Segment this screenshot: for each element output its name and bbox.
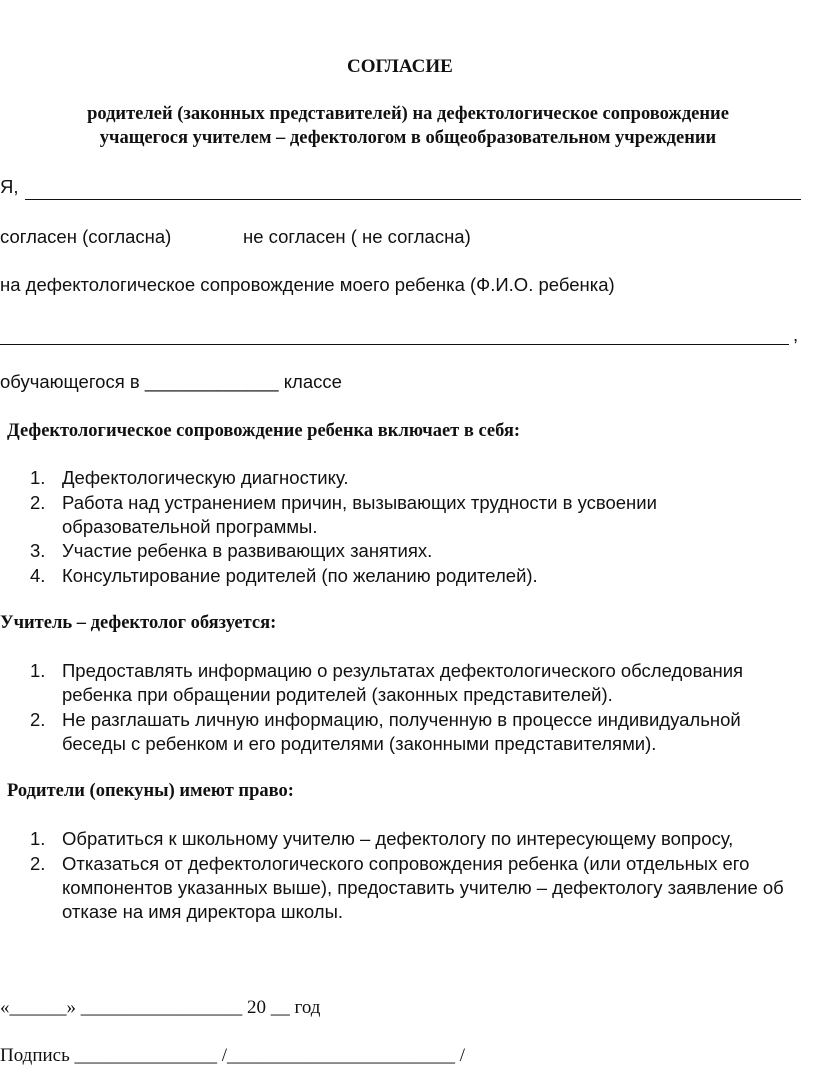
section-heading-teacher: Учитель – дефектолог обязуется: — [0, 613, 277, 633]
list-item-text: Работа над устранением причин, вызывающих трудности в усвоении — [62, 492, 657, 513]
child-name-line — [0, 344, 789, 345]
list-item-number: 3. — [30, 540, 46, 561]
list-item-number: 2. — [30, 853, 46, 874]
section-heading-parents: Родители (опекуны) имеют право: — [7, 781, 294, 801]
list-item-text-continued: беседы с ребенком и его родителями (законными представителями). — [62, 733, 657, 754]
child-name-comma: , — [793, 324, 799, 345]
list-item-text-continued: образовательной программы. — [62, 516, 318, 537]
list-item-text: Дефектологическую диагностику. — [62, 467, 349, 488]
section-heading-support: Дефектологическое сопровождение ребенка включает в себя: — [7, 421, 521, 441]
list-item-text: Не разглашать личную информацию, полученную в процессе индивидуальной — [62, 709, 741, 730]
parent-name-line — [25, 199, 801, 200]
class-suffix: классе — [283, 371, 342, 392]
list-item-text: Консультирование родителей (по желанию родителей). — [62, 565, 538, 586]
list-item — [30, 491, 790, 539]
child-label: на дефектологическое сопровождение моего ребенка (Ф.И.О. ребенка) — [0, 274, 615, 295]
list-item-text-continued: компонентов указанных выше), предоставить учителю – дефектологу заявление об — [62, 877, 784, 898]
list-item — [30, 659, 790, 707]
list-item-number: 1. — [30, 467, 46, 488]
disagree-option: не согласен ( не согласна) — [243, 226, 471, 247]
list-item-text: Отказаться от дефектологического сопровождения ребенка (или отдельных его — [62, 853, 750, 874]
list-item-text-continued: ребенка при обращении родителей (законных представителей). — [62, 684, 613, 705]
list-item-number: 1. — [30, 828, 46, 849]
class-line — [0, 371, 342, 393]
list-item-text: Участие ребенка в развивающих занятиях. — [62, 540, 433, 561]
list-item — [30, 852, 810, 924]
date-line: «______» _________________ 20 __ год — [0, 997, 321, 1018]
list-item-text: Обратиться к школьному учителю – дефектологу по интересующему вопросу, — [62, 828, 734, 849]
list-item-text: Предоставлять информацию о результатах дефектологического обследования — [62, 660, 744, 681]
agree-option: согласен (согласна) — [0, 226, 172, 247]
signature-line: Подпись _______________ /________________________ / — [0, 1045, 466, 1066]
document-subtitle-line-2: учащегося учителем – дефектологом в общеобразовательном учреждении — [99, 128, 717, 148]
i-label: Я, — [0, 176, 19, 197]
document-title: СОГЛАСИЕ — [347, 56, 453, 77]
list-item-text-continued: отказе на имя директора школы. — [62, 901, 344, 922]
class-prefix: обучающегося в — [0, 371, 140, 392]
class-blank: _____________ — [144, 371, 279, 392]
list-item — [30, 708, 790, 756]
document-subtitle-line-1: родителей (законных представителей) на дефектологическое сопровождение — [87, 104, 729, 124]
list-item-number: 2. — [30, 709, 46, 730]
list-item-number: 4. — [30, 565, 46, 586]
list-item-number: 2. — [30, 492, 46, 513]
list-item-number: 1. — [30, 660, 46, 681]
